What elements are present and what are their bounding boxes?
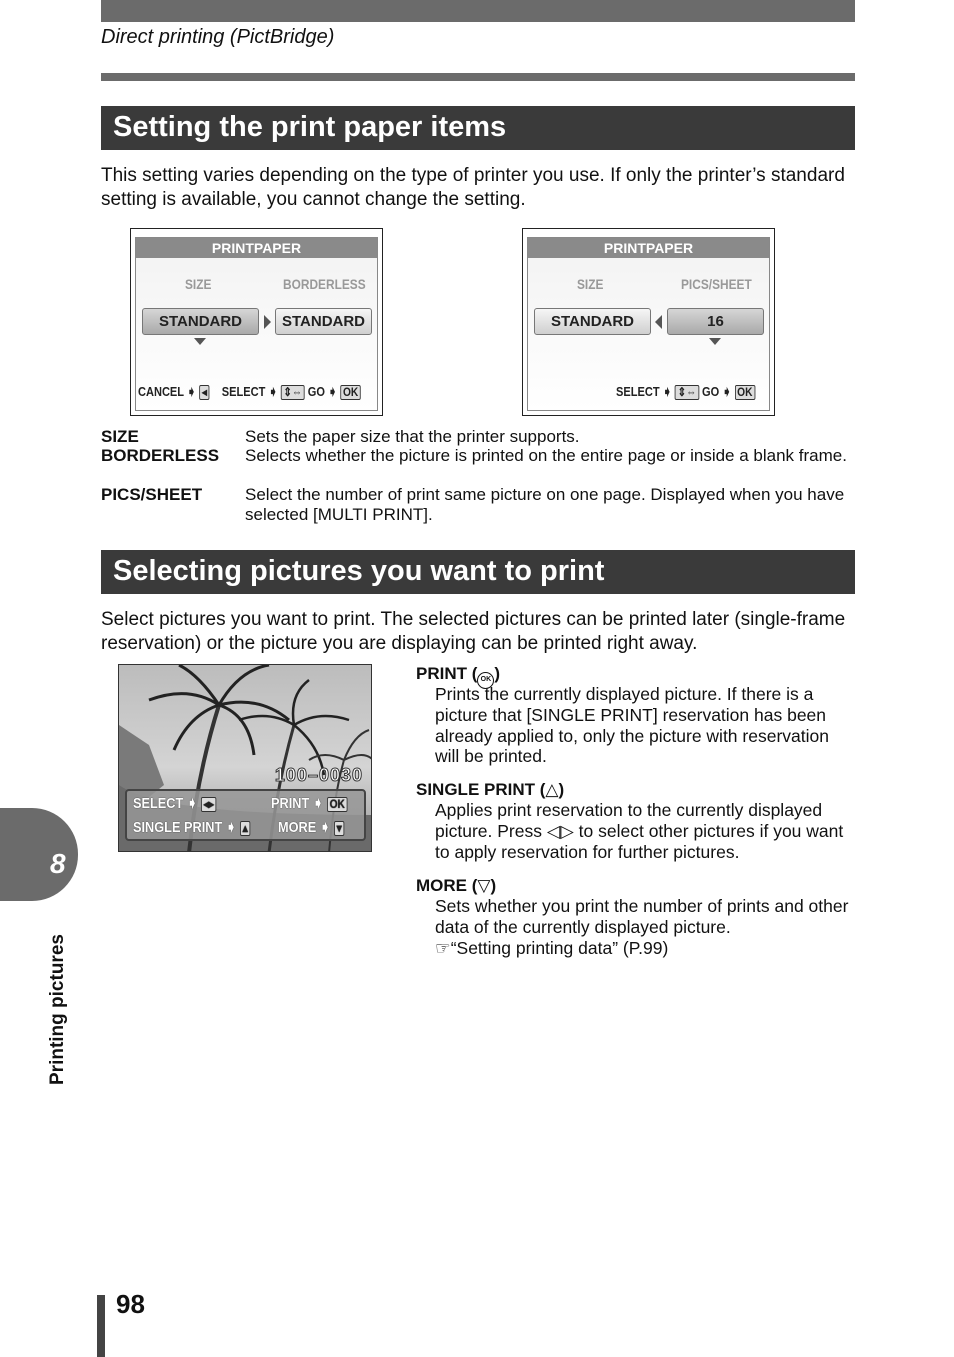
print-title-end: ): [494, 664, 501, 683]
lcd-title: PRINTPAPER: [528, 238, 769, 258]
arrow-icon: ➧: [319, 819, 331, 836]
single-print-label: SINGLE PRINT: [133, 819, 223, 836]
lcd-title: PRINTPAPER: [136, 238, 377, 258]
borderless-value[interactable]: STANDARD: [275, 308, 372, 335]
cancel-label: CANCEL: [138, 384, 184, 399]
chapter-label: Printing pictures: [47, 934, 68, 1085]
arrow-icon: ➧: [662, 384, 672, 399]
single-print-option[interactable]: [133, 818, 250, 836]
more-option[interactable]: [278, 818, 344, 836]
chapter-number: 8: [50, 848, 66, 879]
page-number: 98: [116, 1289, 145, 1319]
single-print-title-end: ): [558, 780, 565, 799]
arrow-icon: ➧: [328, 384, 338, 399]
go-label: GO: [701, 384, 720, 399]
section-title-select-pictures: Selecting pictures you want to print: [101, 550, 855, 594]
more-label: MORE: [278, 819, 317, 836]
arrow-left-icon: [655, 315, 662, 329]
ok-key-icon: OK: [735, 385, 755, 400]
file-number: 100–0030: [274, 765, 363, 785]
left-key-icon: ◂: [199, 385, 209, 400]
single-print-item-desc: [435, 800, 855, 862]
printpaper-screen-borderless: [130, 228, 383, 416]
lcd-footer: [138, 384, 361, 400]
more-reference-link[interactable]: “Setting printing data” (P.99): [450, 937, 669, 958]
top-bar: [101, 0, 855, 22]
definition-desc: Select the number of print same picture on one page. Displayed when you have selected [MULTI PRINT].: [245, 485, 845, 524]
print-menu-overlay: [125, 789, 366, 841]
select-label: SELECT: [616, 384, 660, 399]
lcd-display: [527, 237, 770, 411]
print-label: PRINT: [271, 795, 310, 812]
running-head: Direct printing (PictBridge): [101, 26, 335, 48]
four-way-key-icon: ⇕⇔: [675, 385, 699, 400]
left-right-arrows-icon: ◁▷: [546, 820, 574, 841]
borderless-label: BORDERLESS: [283, 276, 366, 292]
size-label: SIZE: [577, 276, 604, 292]
size-value[interactable]: STANDARD: [534, 308, 651, 335]
arrow-icon: ➧: [225, 819, 237, 836]
lcd-footer: [616, 384, 755, 400]
pics-sheet-value[interactable]: 16: [667, 308, 764, 335]
print-item-desc: Prints the currently displayed picture. If there is a picture that [SINGLE PRINT] reservation has been already applied to, only the picture with reservation will be printed.: [435, 684, 829, 767]
page-bar: [97, 1295, 105, 1357]
select-label: SELECT: [133, 795, 184, 812]
printpaper-screen-pics-sheet: [522, 228, 775, 416]
definition-term: PICS/SHEET: [101, 485, 203, 504]
definition-desc: Sets the paper size that the printer supports.: [245, 427, 580, 446]
up-triangle-icon: △: [545, 780, 559, 799]
section1-intro: This setting varies depending on the type of printer you use. If only the printer’s standard setting is available, you cannot change the setting.: [101, 165, 845, 210]
arrow-down-icon: [194, 338, 206, 345]
section-title-print-paper: Setting the print paper items: [101, 106, 855, 150]
up-key-icon: ▴: [240, 821, 250, 836]
arrow-icon: ➧: [312, 795, 324, 812]
section2-intro: Select pictures you want to print. The selected pictures can be printed later (single-frame reservation) or the picture you are displaying can be printed right away.: [101, 609, 846, 654]
print-title-text: PRINT (: [416, 664, 478, 683]
pics-sheet-label: PICS/SHEET: [681, 276, 752, 292]
ok-key-icon: OK: [327, 797, 347, 812]
four-way-key-icon: ⇕⇔: [281, 385, 305, 400]
definition-desc: Selects whether the picture is printed on the entire page or inside a blank frame.: [245, 446, 847, 465]
more-title-end: ): [490, 876, 497, 895]
arrow-down-icon: [709, 338, 721, 345]
arrow-icon: ➧: [722, 384, 732, 399]
lcd-display: [135, 237, 378, 411]
more-desc-text: Sets whether you print the number of prints and other data of the currently displayed picture.: [435, 896, 849, 937]
left-right-key-icon: ◂▸: [201, 797, 216, 812]
reference-hand-icon: ☞: [435, 937, 451, 958]
definition-term: BORDERLESS: [101, 446, 220, 465]
go-label: GO: [307, 384, 325, 399]
ok-key-icon: OK: [340, 385, 360, 400]
definition-term: SIZE: [101, 427, 139, 446]
camera-playback-screen: [118, 664, 372, 852]
arrow-icon: ➧: [268, 384, 278, 399]
down-triangle-icon: ▽: [477, 876, 491, 895]
single-print-desc-b: to select other pictures if you want to apply reservation for further pictures.: [435, 820, 844, 862]
arrow-right-icon: [264, 315, 271, 329]
select-option[interactable]: [133, 794, 216, 812]
chapter-tab: [0, 808, 78, 901]
arrow-icon: ➧: [186, 384, 197, 399]
arrow-icon: ➧: [186, 795, 198, 812]
select-label: SELECT: [221, 384, 266, 399]
more-item-title: [416, 876, 496, 896]
header-rule: [101, 73, 855, 81]
down-key-icon: ▾: [334, 821, 344, 836]
ok-button-icon: OK: [477, 672, 494, 689]
more-item-desc: [435, 896, 855, 958]
single-print-item-title: [416, 780, 564, 800]
single-print-desc-a: Applies print reservation to the currently displayed picture. Press: [435, 800, 823, 841]
print-option[interactable]: [271, 794, 347, 812]
more-title-text: MORE (: [416, 876, 478, 895]
size-value[interactable]: STANDARD: [142, 308, 259, 335]
single-print-title-text: SINGLE PRINT (: [416, 780, 546, 799]
size-label: SIZE: [185, 276, 212, 292]
